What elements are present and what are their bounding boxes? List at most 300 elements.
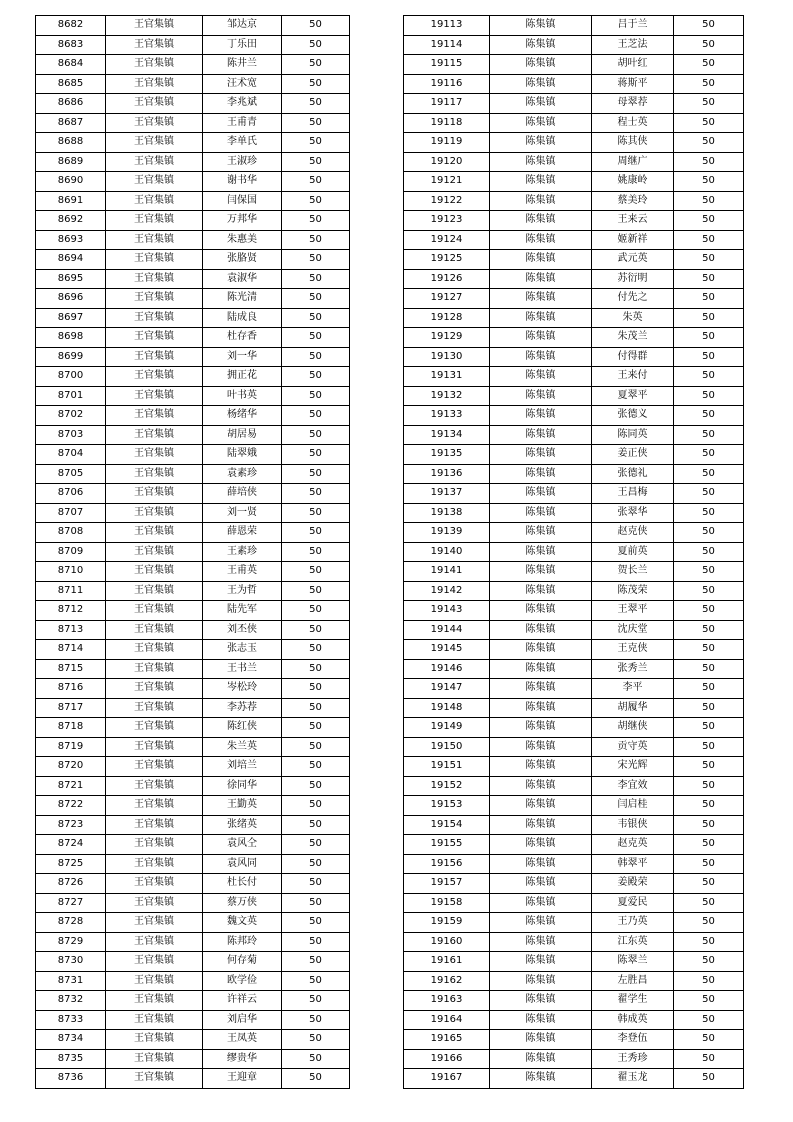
name-cell: 刘一华 — [203, 347, 282, 367]
town-cell: 陈集镇 — [490, 542, 592, 562]
table-row — [404, 386, 744, 406]
town-cell: 王官集镇 — [106, 269, 203, 289]
amount-cell: 50 — [282, 1069, 350, 1089]
town-cell: 王官集镇 — [106, 16, 203, 36]
town-cell: 陈集镇 — [490, 308, 592, 328]
amount-cell: 50 — [282, 172, 350, 192]
table-row — [404, 913, 744, 933]
name-cell: 李宜效 — [592, 776, 674, 796]
name-cell: 薛培侠 — [203, 484, 282, 504]
town-cell: 陈集镇 — [490, 172, 592, 192]
id-cell: 19137 — [404, 484, 490, 504]
id-cell: 19127 — [404, 289, 490, 309]
town-cell: 王官集镇 — [106, 542, 203, 562]
id-cell: 8714 — [36, 640, 106, 660]
name-cell: 韩翠平 — [592, 854, 674, 874]
amount-cell: 50 — [282, 386, 350, 406]
name-cell: 拥正花 — [203, 367, 282, 387]
id-cell: 8728 — [36, 913, 106, 933]
town-cell: 王官集镇 — [106, 991, 203, 1011]
table-row — [36, 464, 350, 484]
town-cell: 陈集镇 — [490, 971, 592, 991]
table-row — [404, 464, 744, 484]
id-cell: 19159 — [404, 913, 490, 933]
id-cell: 8712 — [36, 601, 106, 621]
name-cell: 沈庆堂 — [592, 620, 674, 640]
name-cell: 欧学俭 — [203, 971, 282, 991]
id-cell: 19119 — [404, 133, 490, 153]
name-cell: 胡叶红 — [592, 55, 674, 75]
town-cell: 王官集镇 — [106, 152, 203, 172]
table-row — [404, 893, 744, 913]
town-cell: 王官集镇 — [106, 971, 203, 991]
amount-cell: 50 — [282, 601, 350, 621]
id-cell: 19158 — [404, 893, 490, 913]
name-cell: 胡履华 — [592, 698, 674, 718]
town-cell: 王官集镇 — [106, 386, 203, 406]
id-cell: 8700 — [36, 367, 106, 387]
id-cell: 8719 — [36, 737, 106, 757]
table-row — [404, 601, 744, 621]
table-row — [36, 913, 350, 933]
name-cell: 闫启桂 — [592, 796, 674, 816]
town-cell: 陈集镇 — [490, 328, 592, 348]
town-cell: 陈集镇 — [490, 854, 592, 874]
amount-cell: 50 — [674, 893, 744, 913]
name-cell: 缪贵华 — [203, 1049, 282, 1069]
id-cell: 8701 — [36, 386, 106, 406]
table-row — [36, 659, 350, 679]
table-row — [36, 854, 350, 874]
town-cell: 王官集镇 — [106, 757, 203, 777]
town-cell: 王官集镇 — [106, 581, 203, 601]
table-row — [404, 289, 744, 309]
amount-cell: 50 — [282, 523, 350, 543]
name-cell: 夏爱民 — [592, 893, 674, 913]
table-row — [404, 484, 744, 504]
table-row — [404, 562, 744, 582]
table-row — [36, 425, 350, 445]
amount-cell: 50 — [282, 932, 350, 952]
amount-cell: 50 — [282, 406, 350, 426]
name-cell: 母翠荐 — [592, 94, 674, 114]
id-cell: 8683 — [36, 35, 106, 55]
amount-cell: 50 — [674, 835, 744, 855]
name-cell: 胡继侠 — [592, 718, 674, 738]
name-cell: 许祥云 — [203, 991, 282, 1011]
amount-cell: 50 — [674, 308, 744, 328]
amount-cell: 50 — [282, 191, 350, 211]
town-cell: 陈集镇 — [490, 16, 592, 36]
town-cell: 王官集镇 — [106, 308, 203, 328]
name-cell: 翟学生 — [592, 991, 674, 1011]
amount-cell: 50 — [282, 796, 350, 816]
id-cell: 19113 — [404, 16, 490, 36]
id-cell: 8697 — [36, 308, 106, 328]
name-cell: 陈同英 — [592, 425, 674, 445]
amount-cell: 50 — [674, 757, 744, 777]
town-cell: 王官集镇 — [106, 35, 203, 55]
table-row — [404, 328, 744, 348]
town-cell: 王官集镇 — [106, 601, 203, 621]
table-row — [404, 503, 744, 523]
town-cell: 王官集镇 — [106, 172, 203, 192]
table-row — [404, 308, 744, 328]
table-row — [404, 542, 744, 562]
name-cell: 苏衍明 — [592, 269, 674, 289]
amount-cell: 50 — [674, 1069, 744, 1089]
id-cell: 8707 — [36, 503, 106, 523]
name-cell: 闫保国 — [203, 191, 282, 211]
table-row — [404, 815, 744, 835]
id-cell: 19131 — [404, 367, 490, 387]
id-cell: 8709 — [36, 542, 106, 562]
town-cell: 王官集镇 — [106, 796, 203, 816]
table-row — [404, 698, 744, 718]
name-cell: 江东英 — [592, 932, 674, 952]
town-cell: 王官集镇 — [106, 113, 203, 133]
name-cell: 左胜昌 — [592, 971, 674, 991]
id-cell: 8717 — [36, 698, 106, 718]
amount-cell: 50 — [282, 464, 350, 484]
id-cell: 8689 — [36, 152, 106, 172]
id-cell: 8734 — [36, 1030, 106, 1050]
town-cell: 陈集镇 — [490, 94, 592, 114]
town-cell: 王官集镇 — [106, 484, 203, 504]
name-cell: 丁乐田 — [203, 35, 282, 55]
table-row — [36, 191, 350, 211]
name-cell: 刘一贤 — [203, 503, 282, 523]
town-cell: 陈集镇 — [490, 952, 592, 972]
table-row — [404, 1069, 744, 1089]
town-cell: 陈集镇 — [490, 113, 592, 133]
amount-cell: 50 — [282, 55, 350, 75]
amount-cell: 50 — [674, 679, 744, 699]
id-cell: 8702 — [36, 406, 106, 426]
name-cell: 陆成良 — [203, 308, 282, 328]
table-row — [36, 94, 350, 114]
amount-cell: 50 — [282, 269, 350, 289]
id-cell: 8721 — [36, 776, 106, 796]
table-row — [404, 796, 744, 816]
name-cell: 刘丕侠 — [203, 620, 282, 640]
table-row — [404, 347, 744, 367]
town-cell: 王官集镇 — [106, 1049, 203, 1069]
table-row — [404, 152, 744, 172]
name-cell: 袁风仝 — [203, 835, 282, 855]
id-cell: 8732 — [36, 991, 106, 1011]
table-row — [404, 1010, 744, 1030]
name-cell: 张胳贤 — [203, 250, 282, 270]
id-cell: 19125 — [404, 250, 490, 270]
table-row — [404, 74, 744, 94]
town-cell: 王官集镇 — [106, 230, 203, 250]
town-cell: 王官集镇 — [106, 874, 203, 894]
name-cell: 刘启华 — [203, 1010, 282, 1030]
amount-cell: 50 — [674, 601, 744, 621]
name-cell: 万邦华 — [203, 211, 282, 231]
amount-cell: 50 — [674, 776, 744, 796]
id-cell: 19151 — [404, 757, 490, 777]
town-cell: 陈集镇 — [490, 35, 592, 55]
id-cell: 19115 — [404, 55, 490, 75]
table-row — [404, 1030, 744, 1050]
id-cell: 19140 — [404, 542, 490, 562]
name-cell: 赵克侠 — [592, 523, 674, 543]
id-cell: 19132 — [404, 386, 490, 406]
town-cell: 陈集镇 — [490, 737, 592, 757]
table-row — [36, 367, 350, 387]
id-cell: 19149 — [404, 718, 490, 738]
name-cell: 夏翠平 — [592, 386, 674, 406]
name-cell: 陈光清 — [203, 289, 282, 309]
name-cell: 胡居易 — [203, 425, 282, 445]
amount-cell: 50 — [282, 74, 350, 94]
id-cell: 19128 — [404, 308, 490, 328]
name-cell: 杜长付 — [203, 874, 282, 894]
id-cell: 19163 — [404, 991, 490, 1011]
id-cell: 19118 — [404, 113, 490, 133]
amount-cell: 50 — [282, 874, 350, 894]
town-cell: 王官集镇 — [106, 1069, 203, 1089]
id-cell: 19162 — [404, 971, 490, 991]
table-row — [36, 581, 350, 601]
id-cell: 19166 — [404, 1049, 490, 1069]
table-row — [36, 601, 350, 621]
id-cell: 8692 — [36, 211, 106, 231]
amount-cell: 50 — [282, 308, 350, 328]
id-cell: 8726 — [36, 874, 106, 894]
table-row — [404, 581, 744, 601]
table-row — [36, 347, 350, 367]
table-row — [404, 991, 744, 1011]
name-cell: 王秀珍 — [592, 1049, 674, 1069]
name-cell: 王来云 — [592, 211, 674, 231]
id-cell: 8703 — [36, 425, 106, 445]
table-row — [36, 386, 350, 406]
amount-cell: 50 — [674, 523, 744, 543]
town-cell: 陈集镇 — [490, 757, 592, 777]
town-cell: 陈集镇 — [490, 55, 592, 75]
amount-cell: 50 — [674, 815, 744, 835]
amount-cell: 50 — [282, 640, 350, 660]
name-cell: 姬新祥 — [592, 230, 674, 250]
id-cell: 19129 — [404, 328, 490, 348]
id-cell: 19161 — [404, 952, 490, 972]
table-row — [36, 932, 350, 952]
table-row — [36, 835, 350, 855]
town-cell: 陈集镇 — [490, 230, 592, 250]
town-cell: 陈集镇 — [490, 601, 592, 621]
id-cell: 8724 — [36, 835, 106, 855]
table-row — [36, 172, 350, 192]
name-cell: 蔡美玲 — [592, 191, 674, 211]
table-row — [36, 991, 350, 1011]
name-cell: 付得群 — [592, 347, 674, 367]
name-cell: 张德礼 — [592, 464, 674, 484]
town-cell: 王官集镇 — [106, 445, 203, 465]
id-cell: 8715 — [36, 659, 106, 679]
name-cell: 王来付 — [592, 367, 674, 387]
amount-cell: 50 — [674, 1010, 744, 1030]
amount-cell: 50 — [674, 659, 744, 679]
town-cell: 陈集镇 — [490, 640, 592, 660]
table-row — [404, 932, 744, 952]
amount-cell: 50 — [282, 94, 350, 114]
table-row — [36, 737, 350, 757]
name-cell: 张志玉 — [203, 640, 282, 660]
id-cell: 8684 — [36, 55, 106, 75]
name-cell: 武元英 — [592, 250, 674, 270]
id-cell: 19152 — [404, 776, 490, 796]
amount-cell: 50 — [674, 172, 744, 192]
table-row — [36, 74, 350, 94]
town-cell: 陈集镇 — [490, 874, 592, 894]
id-cell: 19114 — [404, 35, 490, 55]
table-row — [36, 35, 350, 55]
town-cell: 王官集镇 — [106, 1030, 203, 1050]
name-cell: 王乃英 — [592, 913, 674, 933]
table-row — [404, 620, 744, 640]
name-cell: 陆先军 — [203, 601, 282, 621]
table-row — [36, 971, 350, 991]
table-row — [404, 679, 744, 699]
amount-cell: 50 — [282, 815, 350, 835]
amount-cell: 50 — [282, 503, 350, 523]
table-row — [404, 211, 744, 231]
name-cell: 陈茂荣 — [592, 581, 674, 601]
town-cell: 王官集镇 — [106, 835, 203, 855]
id-cell: 8711 — [36, 581, 106, 601]
id-cell: 8696 — [36, 289, 106, 309]
town-cell: 陈集镇 — [490, 289, 592, 309]
town-cell: 王官集镇 — [106, 74, 203, 94]
id-cell: 8731 — [36, 971, 106, 991]
table-row — [36, 133, 350, 153]
amount-cell: 50 — [674, 386, 744, 406]
name-cell: 吕于兰 — [592, 16, 674, 36]
name-cell: 李登伍 — [592, 1030, 674, 1050]
id-cell: 8720 — [36, 757, 106, 777]
amount-cell: 50 — [674, 484, 744, 504]
name-cell: 薛恩荣 — [203, 523, 282, 543]
amount-cell: 50 — [282, 152, 350, 172]
id-cell: 19167 — [404, 1069, 490, 1089]
name-cell: 朱茂兰 — [592, 328, 674, 348]
name-cell: 刘培兰 — [203, 757, 282, 777]
id-cell: 19117 — [404, 94, 490, 114]
id-cell: 19135 — [404, 445, 490, 465]
name-cell: 韩成英 — [592, 1010, 674, 1030]
amount-cell: 50 — [674, 250, 744, 270]
amount-cell: 50 — [674, 620, 744, 640]
table-row — [36, 152, 350, 172]
id-cell: 19116 — [404, 74, 490, 94]
name-cell: 王书兰 — [203, 659, 282, 679]
town-cell: 陈集镇 — [490, 269, 592, 289]
id-cell: 8693 — [36, 230, 106, 250]
town-cell: 陈集镇 — [490, 620, 592, 640]
table-row — [36, 113, 350, 133]
amount-cell: 50 — [674, 16, 744, 36]
name-cell: 蔡万侠 — [203, 893, 282, 913]
id-cell: 8727 — [36, 893, 106, 913]
name-cell: 杜存香 — [203, 328, 282, 348]
name-cell: 蒋斯平 — [592, 74, 674, 94]
id-cell: 8722 — [36, 796, 106, 816]
name-cell: 何存菊 — [203, 952, 282, 972]
town-cell: 王官集镇 — [106, 718, 203, 738]
amount-cell: 50 — [674, 991, 744, 1011]
town-cell: 王官集镇 — [106, 737, 203, 757]
amount-cell: 50 — [282, 230, 350, 250]
table-row — [404, 55, 744, 75]
table-row — [36, 445, 350, 465]
id-cell: 8695 — [36, 269, 106, 289]
amount-cell: 50 — [674, 854, 744, 874]
town-cell: 王官集镇 — [106, 640, 203, 660]
town-cell: 陈集镇 — [490, 1069, 592, 1089]
town-cell: 王官集镇 — [106, 367, 203, 387]
town-cell: 王官集镇 — [106, 211, 203, 231]
id-cell: 8694 — [36, 250, 106, 270]
name-cell: 付先之 — [592, 289, 674, 309]
town-cell: 陈集镇 — [490, 815, 592, 835]
town-cell: 王官集镇 — [106, 854, 203, 874]
table-row — [36, 55, 350, 75]
table-row — [36, 815, 350, 835]
table-row — [36, 620, 350, 640]
id-cell: 19122 — [404, 191, 490, 211]
id-cell: 8729 — [36, 932, 106, 952]
amount-cell: 50 — [674, 1030, 744, 1050]
id-cell: 19134 — [404, 425, 490, 445]
amount-cell: 50 — [674, 367, 744, 387]
amount-cell: 50 — [282, 562, 350, 582]
name-cell: 夏前英 — [592, 542, 674, 562]
amount-cell: 50 — [674, 133, 744, 153]
town-cell: 王官集镇 — [106, 679, 203, 699]
name-cell: 袁淑华 — [203, 269, 282, 289]
amount-cell: 50 — [282, 971, 350, 991]
id-cell: 19120 — [404, 152, 490, 172]
id-cell: 19155 — [404, 835, 490, 855]
id-cell: 19147 — [404, 679, 490, 699]
town-cell: 陈集镇 — [490, 1030, 592, 1050]
town-cell: 王官集镇 — [106, 620, 203, 640]
id-cell: 19157 — [404, 874, 490, 894]
town-cell: 陈集镇 — [490, 698, 592, 718]
table-row — [404, 718, 744, 738]
amount-cell: 50 — [674, 581, 744, 601]
table-row — [36, 503, 350, 523]
amount-cell: 50 — [282, 737, 350, 757]
table-row — [404, 835, 744, 855]
table-row — [404, 113, 744, 133]
town-cell: 王官集镇 — [106, 893, 203, 913]
town-cell: 王官集镇 — [106, 347, 203, 367]
amount-cell: 50 — [674, 425, 744, 445]
name-cell: 王勤英 — [203, 796, 282, 816]
amount-cell: 50 — [674, 152, 744, 172]
name-cell: 叶书英 — [203, 386, 282, 406]
town-cell: 王官集镇 — [106, 250, 203, 270]
amount-cell: 50 — [282, 289, 350, 309]
name-cell: 王昌梅 — [592, 484, 674, 504]
town-cell: 陈集镇 — [490, 991, 592, 1011]
name-cell: 岑松玲 — [203, 679, 282, 699]
amount-cell: 50 — [282, 133, 350, 153]
